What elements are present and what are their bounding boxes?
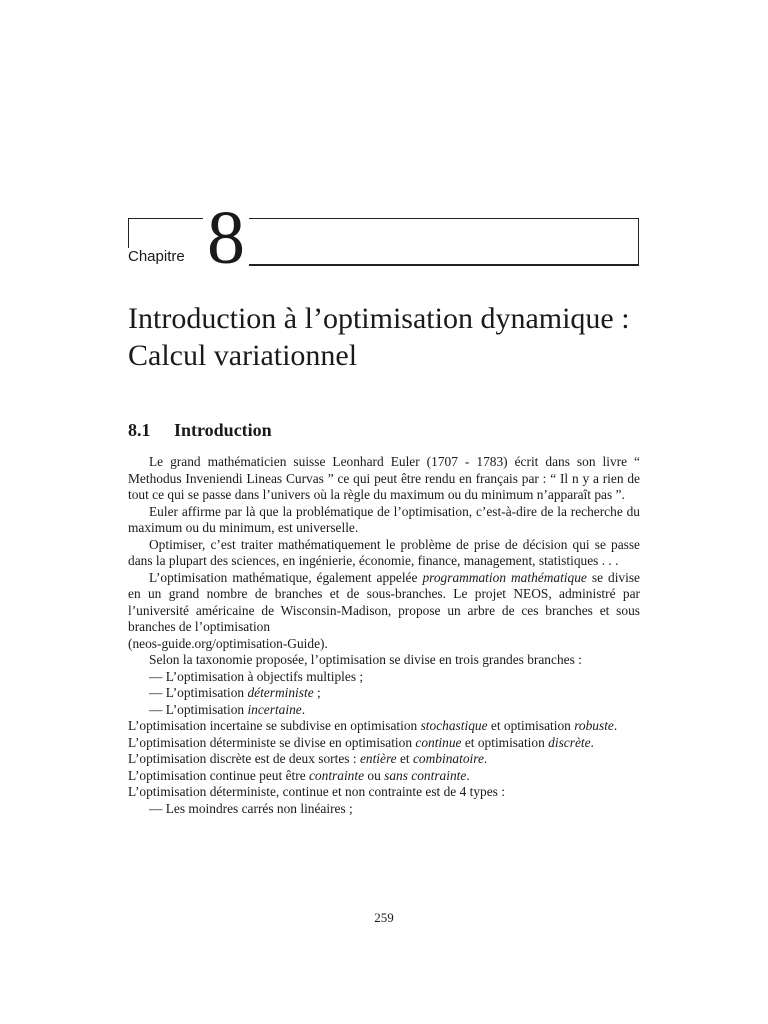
text-span: — L’optimisation bbox=[149, 685, 248, 700]
reference-url: (neos-guide.org/optimisation-Guide). bbox=[128, 635, 328, 651]
text-span: se divise en un grand nombre de branches et de sous-branches. Le projet NEOS, administré par l’université américaine de Wisconsin-Madison, propose un arbre de ces branches et sous branches de l’optimisation bbox=[128, 569, 640, 634]
paragraph: Euler affirme par là que la problématique de l’optimisation, c’est-à-dire de la recherche du maximum ou du minimum, est universelle. bbox=[128, 503, 640, 535]
text-span: . bbox=[483, 751, 488, 766]
text-span: L’optimisation discrète est de deux sortes : bbox=[128, 751, 360, 766]
body-text bbox=[128, 454, 640, 817]
text-span: L’optimisation déterministe, continue et non contrainte est de 4 types : bbox=[128, 784, 505, 799]
page-number: 259 bbox=[374, 910, 394, 925]
section-title: Introduction bbox=[174, 420, 272, 440]
emphasis: stochastique bbox=[420, 718, 488, 733]
chapter-number: 8 bbox=[203, 200, 249, 276]
text-span: . bbox=[466, 767, 470, 783]
statement bbox=[128, 751, 640, 768]
emphasis: contrainte bbox=[308, 767, 365, 783]
section-number: 8.1 bbox=[128, 420, 151, 440]
section-heading bbox=[128, 419, 272, 441]
text-span: L’optimisation continue peut être bbox=[128, 767, 309, 783]
emphasis: combinatoire bbox=[412, 751, 484, 766]
text-span: et optimisation bbox=[461, 734, 549, 750]
chapter-title: Introduction à l’optimisation dynamique : Calcul variationnel bbox=[128, 302, 630, 372]
paragraph-optimisation-math bbox=[128, 570, 640, 653]
text-span: et optimisation bbox=[487, 718, 575, 733]
text-span: ; bbox=[313, 685, 321, 700]
text-span: L’optimisation incertaine se subdivise en optimisation bbox=[128, 718, 421, 733]
paragraph: Selon la taxonomie proposée, l’optimisation se divise en trois grandes branches : bbox=[149, 652, 582, 667]
emphasis: robuste bbox=[574, 718, 614, 733]
emphasis: programmation mathématique bbox=[422, 569, 587, 585]
text-span: . bbox=[301, 701, 306, 717]
statement bbox=[128, 784, 640, 801]
text-span: . bbox=[613, 718, 618, 733]
list-item: — Les moindres carrés non linéaires ; bbox=[149, 800, 353, 816]
paragraph: Optimiser, c’est traiter mathématiquement le problème de prise de décision qui se passe dans la plupart des sciences, en ingénierie, économie, finance, management, statistiques . . . bbox=[128, 536, 640, 568]
emphasis: déterministe bbox=[247, 685, 314, 700]
statement bbox=[128, 718, 640, 735]
list-item bbox=[128, 685, 640, 702]
emphasis: continue bbox=[415, 734, 462, 750]
chapter-label: Chapitre bbox=[128, 248, 189, 266]
emphasis: incertaine bbox=[247, 701, 302, 717]
emphasis: sans contrainte bbox=[384, 767, 467, 783]
paragraph: Le grand mathématicien suisse Leonhard Euler (1707 - 1783) écrit dans son livre “ Methodus Inveniendi Lineas Curvas ” ce qui peut être rendu en français par : “ Il n y a rien de tout ce qui se passe dans l’univers où la règle du maximum ou du minimum n’apparaît pas ”. bbox=[128, 454, 640, 502]
list-item bbox=[128, 702, 640, 719]
statement bbox=[128, 768, 640, 785]
list-item bbox=[128, 669, 640, 686]
text-span: ou bbox=[364, 767, 385, 783]
emphasis: discrète bbox=[548, 734, 591, 750]
emphasis: entière bbox=[359, 751, 397, 766]
text-span: — L’optimisation bbox=[149, 701, 248, 717]
text-span: L’optimisation déterministe se divise en optimisation bbox=[128, 734, 416, 750]
text-span: . bbox=[590, 734, 594, 750]
text-span: — L’optimisation à objectifs multiples ; bbox=[149, 668, 364, 684]
statement bbox=[128, 735, 640, 752]
text-span: L’optimisation mathématique, également appelée bbox=[149, 569, 423, 585]
text-span: et bbox=[396, 751, 413, 766]
